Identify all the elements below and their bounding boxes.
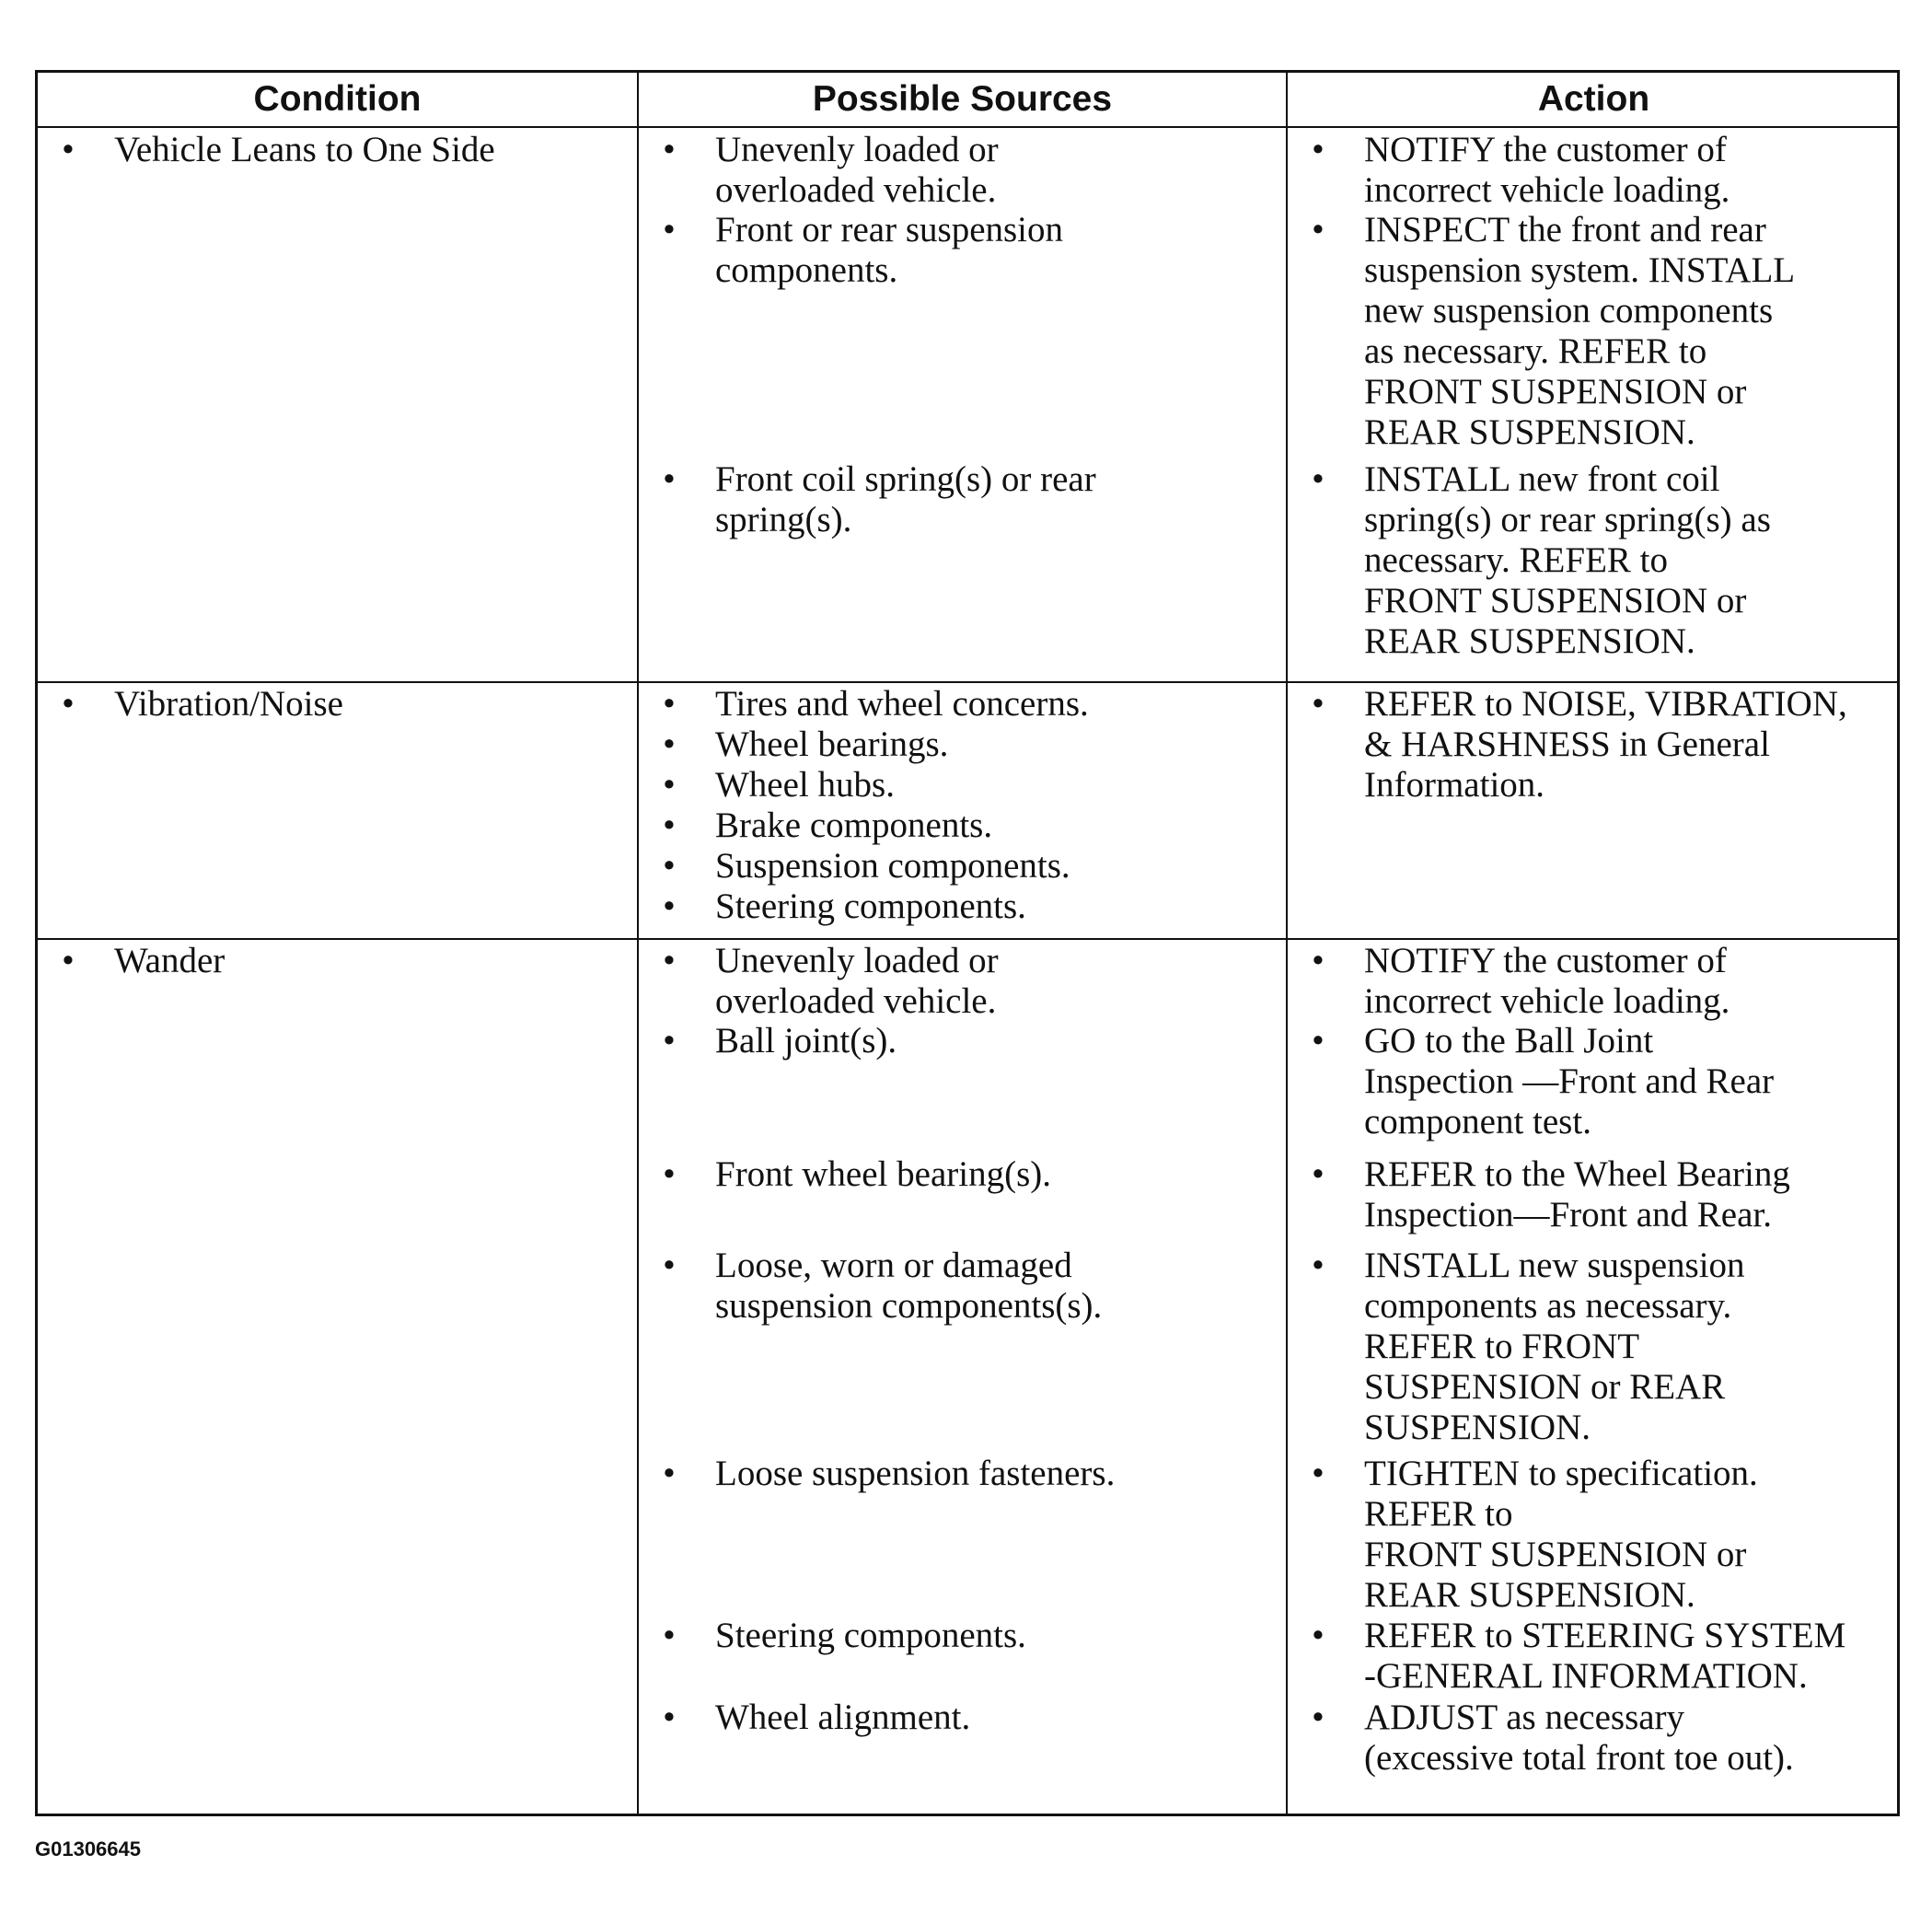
list-item <box>639 724 1286 765</box>
item-text-line: Wheel hubs. <box>715 765 895 805</box>
bullet-icon: • <box>663 1454 676 1493</box>
list-item <box>639 806 1286 846</box>
header-possible-sources: Possible Sources <box>812 79 1113 119</box>
list-item <box>639 130 1286 211</box>
bullet-icon: • <box>1312 941 1325 980</box>
bullet-icon: • <box>62 941 75 980</box>
bullet-icon: • <box>1312 1154 1325 1194</box>
bullet-icon: • <box>1312 130 1325 169</box>
list-item <box>639 1616 1286 1656</box>
bullet-icon: • <box>663 765 676 805</box>
item-text-line: necessary. REFER to <box>1364 540 1668 580</box>
item-text-line: incorrect vehicle loading. <box>1364 981 1730 1021</box>
bullet-icon: • <box>663 887 676 926</box>
bullet-icon: • <box>663 846 676 886</box>
list-item <box>639 1698 1286 1738</box>
bullet-icon: • <box>663 806 676 845</box>
item-text-line: Brake components. <box>715 806 993 845</box>
list-item <box>1288 1454 1900 1616</box>
bullet-icon: • <box>663 1698 676 1737</box>
item-text-line: Vibration/Noise <box>114 684 343 724</box>
item-text-line: Vehicle Leans to One Side <box>114 130 495 169</box>
item-text-line: FRONT SUSPENSION or <box>1364 1535 1747 1574</box>
bullet-icon: • <box>663 941 676 980</box>
item-text-line: Unevenly loaded or <box>715 941 999 980</box>
list-item <box>639 210 1286 291</box>
list-item <box>639 941 1286 1022</box>
item-text-line: spring(s). <box>715 500 852 539</box>
item-text-line: Ball joint(s). <box>715 1021 897 1061</box>
bullet-icon: • <box>1312 1698 1325 1737</box>
list-item <box>1288 130 1900 211</box>
list-item <box>1288 1021 1900 1142</box>
bullet-icon: • <box>663 724 676 764</box>
item-text-line: INSTALL new front coil <box>1364 459 1720 499</box>
item-text-line: REFER to FRONT <box>1364 1327 1640 1366</box>
list-item <box>38 130 637 170</box>
item-text-line: Unevenly loaded or <box>715 130 999 169</box>
list-item <box>1288 1616 1900 1697</box>
item-text-line: REAR SUSPENSION. <box>1364 1575 1695 1615</box>
bullet-icon: • <box>663 130 676 169</box>
item-text-line: Loose suspension fasteners. <box>715 1454 1116 1493</box>
list-item <box>1288 1154 1900 1235</box>
list-item <box>1288 210 1900 453</box>
list-item <box>1288 1246 1900 1448</box>
list-item <box>639 459 1286 540</box>
item-text-line: Loose, worn or damaged <box>715 1246 1072 1285</box>
item-text-line: suspension components(s). <box>715 1286 1103 1326</box>
item-text-line: REAR SUSPENSION. <box>1364 412 1695 452</box>
list-item <box>38 684 637 724</box>
item-text-line: Front coil spring(s) or rear <box>715 459 1096 499</box>
bullet-icon: • <box>1312 1246 1325 1285</box>
item-text-line: Front wheel bearing(s). <box>715 1154 1051 1194</box>
item-text-line: SUSPENSION. <box>1364 1408 1591 1447</box>
item-text-line: Front or rear suspension <box>715 210 1064 249</box>
bullet-icon: • <box>663 684 676 724</box>
item-text-line: overloaded vehicle. <box>715 170 997 210</box>
list-item <box>639 765 1286 806</box>
bullet-icon: • <box>62 684 75 724</box>
condition-cell <box>38 941 637 1769</box>
list-item <box>639 1454 1286 1494</box>
item-text-line: suspension system. INSTALL <box>1364 250 1796 290</box>
bullet-icon: • <box>663 1021 676 1061</box>
actions-cell <box>1288 941 1900 1778</box>
item-text-line: Suspension components. <box>715 846 1070 886</box>
item-text-line: NOTIFY the customer of <box>1364 130 1727 169</box>
item-text-line: component test. <box>1364 1102 1591 1142</box>
item-text-line: (excessive total front toe out). <box>1364 1738 1794 1778</box>
bullet-icon: • <box>663 1154 676 1194</box>
list-item <box>639 1154 1286 1195</box>
bullet-icon: • <box>1312 1616 1325 1655</box>
list-item <box>639 1021 1286 1061</box>
item-text-line: REFER to the Wheel Bearing <box>1364 1154 1790 1194</box>
bullet-icon: • <box>1312 1021 1325 1061</box>
header-action: Action <box>1537 79 1650 119</box>
list-item <box>1288 1698 1900 1779</box>
item-text-line: Wander <box>114 941 226 980</box>
item-text-line: Steering components. <box>715 1616 1026 1655</box>
item-text-line: FRONT SUSPENSION or <box>1364 372 1747 411</box>
item-text-line: REFER to STEERING SYSTEM <box>1364 1616 1846 1655</box>
item-text-line: INSPECT the front and rear <box>1364 210 1766 249</box>
item-text-line: overloaded vehicle. <box>715 981 997 1021</box>
item-text-line: Wheel bearings. <box>715 724 949 764</box>
item-text-line: REFER to <box>1364 1494 1513 1534</box>
diagnosis-table <box>35 70 1900 1816</box>
item-text-line: Wheel alignment. <box>715 1698 971 1737</box>
item-text-line: Tires and wheel concerns. <box>715 684 1089 724</box>
item-text-line: & HARSHNESS in General <box>1364 724 1770 764</box>
sources-cell <box>639 941 1286 1769</box>
bullet-icon: • <box>1312 459 1325 499</box>
list-item <box>639 887 1286 927</box>
item-text-line: FRONT SUSPENSION or <box>1364 581 1747 620</box>
item-text-line: Inspection —Front and Rear <box>1364 1061 1775 1101</box>
item-text-line: ADJUST as necessary <box>1364 1698 1685 1737</box>
item-text-line: components as necessary. <box>1364 1286 1732 1326</box>
bullet-icon: • <box>1312 210 1325 249</box>
bullet-icon: • <box>663 1616 676 1655</box>
item-text-line: Information. <box>1364 765 1545 805</box>
item-text-line: TIGHTEN to specification. <box>1364 1454 1758 1493</box>
bullet-icon: • <box>1312 684 1325 724</box>
item-text-line: INSTALL new suspension <box>1364 1246 1745 1285</box>
list-item <box>1288 459 1900 662</box>
bullet-icon: • <box>663 459 676 499</box>
list-item <box>639 846 1286 887</box>
item-text-line: spring(s) or rear spring(s) as <box>1364 500 1771 539</box>
item-text-line: as necessary. REFER to <box>1364 331 1707 371</box>
bullet-icon: • <box>62 130 75 169</box>
item-text-line: GO to the Ball Joint <box>1364 1021 1654 1061</box>
item-text-line: REFER to NOISE, VIBRATION, <box>1364 684 1847 724</box>
item-text-line: incorrect vehicle loading. <box>1364 170 1730 210</box>
list-item <box>639 684 1286 724</box>
figure-id: G01306645 <box>35 1837 141 1860</box>
list-item <box>639 1246 1286 1327</box>
item-text-line: -GENERAL INFORMATION. <box>1364 1656 1808 1696</box>
item-text-line: SUSPENSION or REAR <box>1364 1367 1726 1407</box>
header-condition: Condition <box>253 79 422 119</box>
bullet-icon: • <box>663 210 676 249</box>
header-divider <box>38 126 1897 128</box>
list-item <box>38 941 637 981</box>
bullet-icon: • <box>663 1246 676 1285</box>
item-text-line: components. <box>715 250 898 290</box>
list-item <box>1288 941 1900 1022</box>
item-text-line: Steering components. <box>715 887 1026 926</box>
item-text-line: Inspection—Front and Rear. <box>1364 1195 1772 1234</box>
list-item <box>1288 684 1900 806</box>
item-text-line: REAR SUSPENSION. <box>1364 621 1695 661</box>
bullet-icon: • <box>1312 1454 1325 1493</box>
item-text-line: new suspension components <box>1364 291 1774 330</box>
item-text-line: NOTIFY the customer of <box>1364 941 1727 980</box>
